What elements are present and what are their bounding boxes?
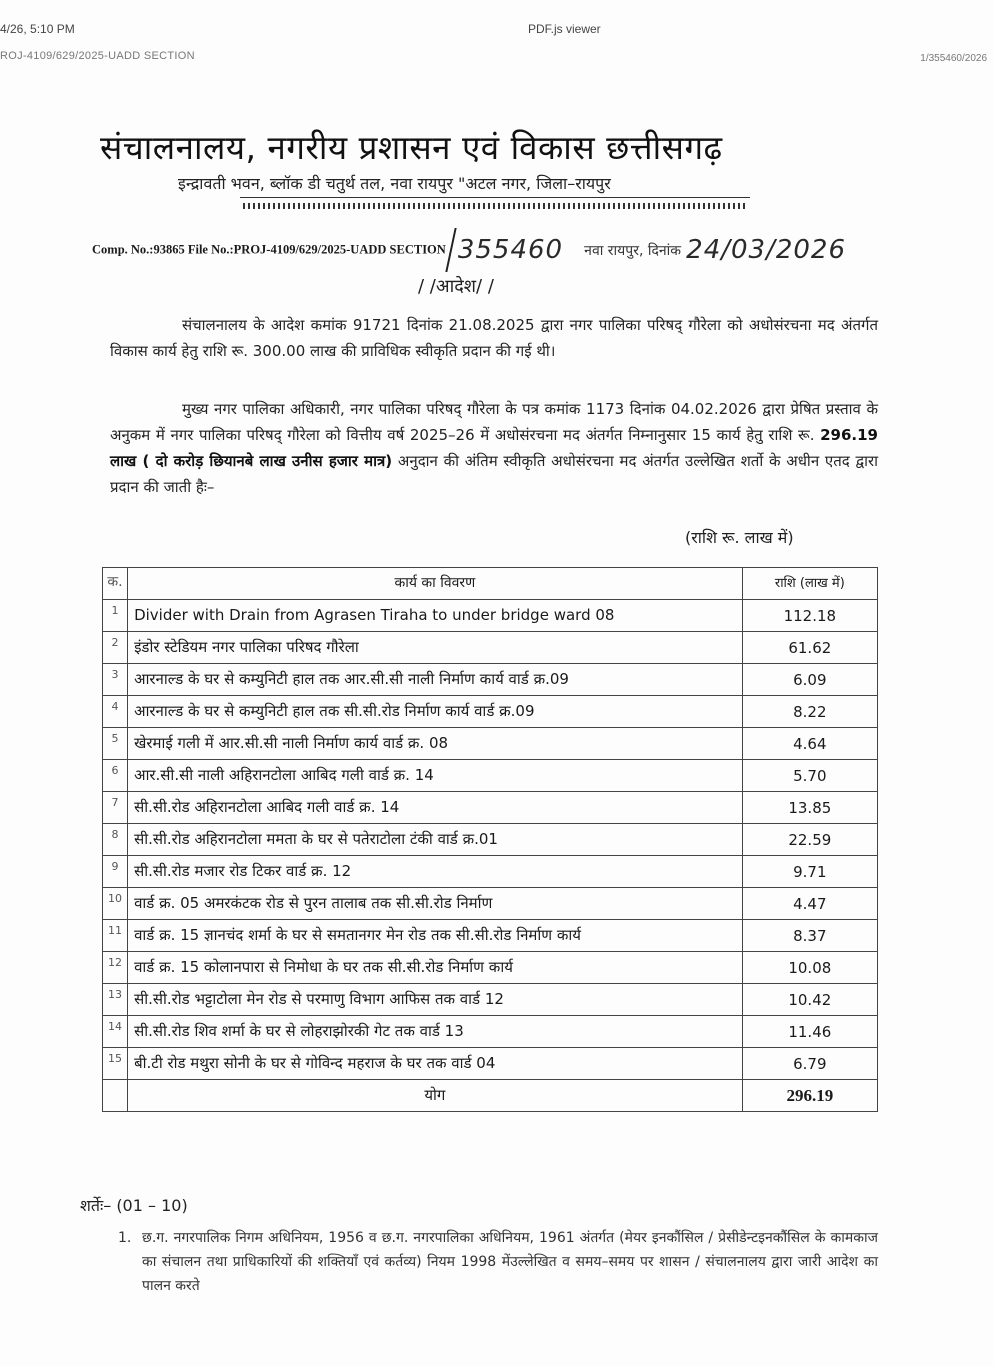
row-amount: 8.37 [742,920,877,952]
table-row [103,952,878,984]
row-amount: 22.59 [742,824,877,856]
row-description: बी.टी रोड मथुरा सोनी के घर से गोविन्द महराज के घर तक वार्ड 04 [128,1048,743,1080]
table-row [103,1016,878,1048]
header-rule [240,197,750,198]
header-description: कार्य का विवरण [128,568,743,600]
table-total-row [103,1080,878,1112]
row-amount: 9.71 [742,856,877,888]
row-serial: 3 [103,664,128,696]
table-row [103,920,878,952]
row-description: सी.सी.रोड अहिरानटोला आबिद गली वार्ड क्र. 14 [128,792,743,824]
row-amount: 61.62 [742,632,877,664]
table-row [103,824,878,856]
row-amount: 13.85 [742,792,877,824]
row-serial: 12 [103,952,128,984]
table-row [103,792,878,824]
comp-file-number: Comp. No.:93865 File No.:PROJ-4109/629/2025-UADD SECTION [92,242,446,257]
paragraph-2-text-b: अनुदान की अंतिम स्वीकृति अधोसंरचना मद अंतर्गत उल्लेखित शर्तो के अधीन एतद द्वारा प्रदान की जाती हैः– [110,452,878,496]
row-serial: 10 [103,888,128,920]
table-row [103,696,878,728]
row-serial: 8 [103,824,128,856]
row-amount: 11.46 [742,1016,877,1048]
print-datetime: 4/26, 5:10 PM [0,22,75,36]
row-description: सी.सी.रोड अहिरानटोला ममता के घर से पतेराटोला टंकी वार्ड क्र.01 [128,824,743,856]
row-amount: 112.18 [742,600,877,632]
row-serial: 14 [103,1016,128,1048]
condition-text: छ.ग. नगरपालिक निगम अधिनियम, 1956 व छ.ग. नगरपालिका अधिनियम, 1961 अंतर्गत (मेयर इनकौंसिल / प्रेसीडेन्टइनकौंसिल के कामकाज का संचालन तथा प्राधिकारियों की शक्तियाँ एवं कर्तव्य) नियम 1998 मेंउल्लेखित व समय–समय पर शासन / संचालनालय द्वारा जारी आदेश का पालन करते [142,1230,878,1294]
row-description: सी.सी.रोड शिव शर्मा के घर से लोहराझोरकी गेट तक वार्ड 13 [128,1016,743,1048]
row-serial: 4 [103,696,128,728]
conditions-heading: शर्तेः– (01 – 10) [80,1196,188,1215]
paragraph-1-text: संचालनालय के आदेश कमांक 91721 दिनांक 21.08.2025 द्वारा नगर पालिका परिषद् गौरेला को अधोसंरचना मद अंतर्गत विकास कार्य हेतु राशि रू. 300.00 लाख की प्राविधिक स्वीकृति प्रदान की गई थी। [110,316,878,360]
table-row [103,984,878,1016]
file-reference: ROJ-4109/629/2025-UADD SECTION [0,50,195,62]
sanctioned-amount-text: 296.19 लाख ( दो करोड़ छियानबे लाख उनीस हजार मात्र) [110,426,878,470]
paragraph-2-text-a: मुख्य नगर पालिका अधिकारी, नगर पालिका परिषद् गौरेला के पत्र कमांक 1173 दिनांक 04.02.2026 द्वारा प्रेषित प्रस्ताव के अनुकम में नगर पालिका परिषद् गौरेला को वित्तीय वर्ष 2025–26 में अधोसंरचना मद अंतर्गत निम्नानुसार 15 कार्य हेतु राशि रू. [110,400,878,444]
table-row [103,1048,878,1080]
row-description: आरनाल्ड के घर से कम्युनिटी हाल तक आर.सी.सी नाली निर्माण कार्य वार्ड क्र.09 [128,664,743,696]
order-date: 24/03/2026 [686,235,847,265]
row-amount: 6.79 [742,1048,877,1080]
table-row [103,760,878,792]
row-description: आरनाल्ड के घर से कम्युनिटी हाल तक सी.सी.रोड निर्माण कार्य वार्ड क्र.09 [128,696,743,728]
row-description: वार्ड क्र. 15 ज्ञानचंद शर्मा के घर से समतानगर मेन रोड तक सी.सी.रोड निर्माण कार्य [128,920,743,952]
row-serial: 7 [103,792,128,824]
header-serial: क. [103,568,128,600]
row-amount: 4.64 [742,728,877,760]
paragraph-1 [110,312,878,364]
table-row [103,856,878,888]
row-serial: 2 [103,632,128,664]
total-amount: 296.19 [742,1080,877,1112]
page-reference: 1/355460/2026 [920,53,987,64]
slash-mark [445,228,456,272]
row-description: आर.सी.सी नाली अहिरानटोला आबिद गली वार्ड क्र. 14 [128,760,743,792]
row-serial: 11 [103,920,128,952]
header-amount: राशि (लाख में) [742,568,877,600]
row-description: वार्ड क्र. 15 कोलानपारा से निमोधा के घर तक सी.सी.रोड निर्माण कार्य [128,952,743,984]
row-serial: 1 [103,600,128,632]
row-serial: 13 [103,984,128,1016]
table-row [103,632,878,664]
order-title: / /आदेश/ / [418,276,494,297]
row-serial: 5 [103,728,128,760]
total-serial-blank [103,1080,128,1112]
row-description: इंडोर स्टेडियम नगर पालिका परिषद गौरेला [128,632,743,664]
row-amount: 8.22 [742,696,877,728]
reference-line [92,228,846,272]
row-amount: 10.08 [742,952,877,984]
paragraph-2 [110,396,878,500]
total-label: योग [128,1080,743,1112]
row-amount: 4.47 [742,888,877,920]
row-serial: 9 [103,856,128,888]
table-row [103,888,878,920]
condition-number: 1. [118,1230,132,1246]
row-amount: 5.70 [742,760,877,792]
office-address: इन्द्रावती भवन, ब्लॉक डी चतुर्थ तल, नवा रायपुर "अटल नगर, जिला–रायपुर [178,174,611,193]
row-amount: 10.42 [742,984,877,1016]
table-header-row [103,568,878,600]
conditions-list [118,1226,878,1298]
row-amount: 6.09 [742,664,877,696]
dispatch-number: 355460 [457,235,564,265]
table-row [103,728,878,760]
works-table [102,567,878,1112]
amount-unit-note: (राशि रू. लाख में) [685,528,794,547]
header-rule-decorative [243,203,748,209]
row-description: सी.सी.रोड मजार रोड टिकर वार्ड क्र. 12 [128,856,743,888]
viewer-title: PDF.js viewer [528,22,601,36]
row-description: खेरमाई गली में आर.सी.सी नाली निर्माण कार्य वार्ड क्र. 08 [128,728,743,760]
condition-item [118,1226,878,1298]
row-serial: 15 [103,1048,128,1080]
row-description: सी.सी.रोड भट्टाटोला मेन रोड से परमाणु विभाग आफिस तक वार्ड 12 [128,984,743,1016]
row-description: वार्ड क्र. 05 अमरकंटक रोड से पुरन तालाब तक सी.सी.रोड निर्माण [128,888,743,920]
office-name-heading: संचालनालय, नगरीय प्रशासन एवं विकास छत्तीसगढ़ [100,128,723,167]
table-row [103,664,878,696]
place-date-label: नवा रायपुर, दिनांक [584,242,682,259]
row-serial: 6 [103,760,128,792]
table-row [103,600,878,632]
row-description: Divider with Drain from Agrasen Tiraha to under bridge ward 08 [128,600,743,632]
